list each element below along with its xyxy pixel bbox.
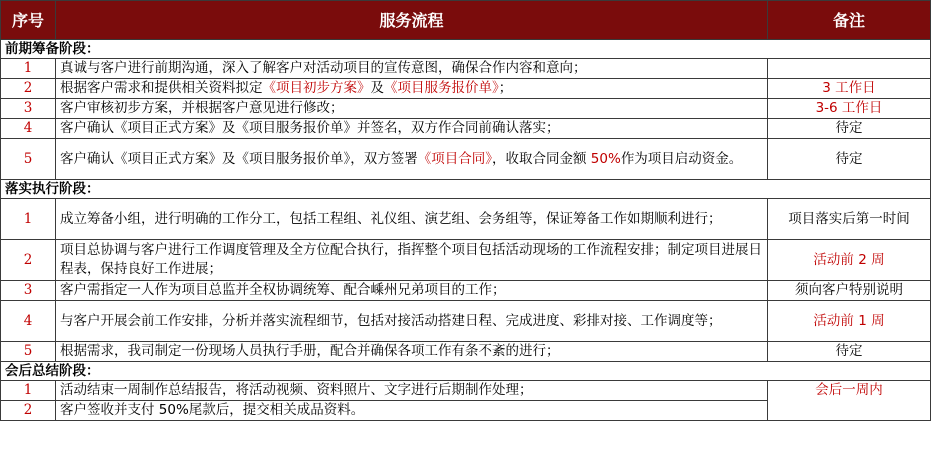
row-number: 1 bbox=[1, 59, 56, 79]
row-note-merged: 会后一周内 bbox=[768, 381, 931, 421]
row-number: 3 bbox=[1, 99, 56, 119]
row-process: 成立筹备小组，进行明确的工作分工，包括工程组、礼仪组、演艺组、会务组等，保证筹备工作如期顺利进行； bbox=[56, 199, 768, 240]
section-row-prep bbox=[1, 40, 931, 59]
row-note: 3 工作日 bbox=[768, 79, 931, 99]
header-note: 备注 bbox=[768, 1, 931, 40]
row-note: 项目落实后第一时间 bbox=[768, 199, 931, 240]
section-row-exec bbox=[1, 180, 931, 199]
section-title: 会后总结阶段： bbox=[1, 362, 768, 381]
row-note: 3-6 工作日 bbox=[768, 99, 931, 119]
row-note: 待定 bbox=[768, 139, 931, 180]
header-process: 服务流程 bbox=[56, 1, 768, 40]
row-process: 根据客户需求和提供相关资料拟定《项目初步方案》及《项目服务报价单》； bbox=[56, 79, 768, 99]
row-process: 项目总协调与客户进行工作调度管理及全方位配合执行，指挥整个项目包括活动现场的工作流程安排；制定项目进展日程表，保持良好工作进展； bbox=[56, 240, 768, 281]
row-process: 客户审核初步方案，并根据客户意见进行修改； bbox=[56, 99, 768, 119]
row-number: 1 bbox=[1, 381, 56, 401]
row-process: 客户需指定一人作为项目总监并全权协调统筹、配合嵊州兄弟项目的工作； bbox=[56, 281, 768, 301]
row-number: 2 bbox=[1, 79, 56, 99]
row-process: 活动结束一周制作总结报告，将活动视频、资料照片、文字进行后期制作处理； bbox=[56, 381, 768, 401]
table-row bbox=[1, 240, 931, 281]
row-note: 活动前 2 周 bbox=[768, 240, 931, 281]
row-note: 须向客户特别说明 bbox=[768, 281, 931, 301]
row-number: 5 bbox=[1, 342, 56, 362]
header-no: 序号 bbox=[1, 1, 56, 40]
row-number: 4 bbox=[1, 301, 56, 342]
row-number: 5 bbox=[1, 139, 56, 180]
row-process: 与客户开展会前工作安排，分析并落实流程细节，包括对接活动搭建日程、完成进度、彩排对接、工作调度等； bbox=[56, 301, 768, 342]
table-row bbox=[1, 99, 931, 119]
row-note: 待定 bbox=[768, 119, 931, 139]
table-row bbox=[1, 342, 931, 362]
row-number: 2 bbox=[1, 401, 56, 421]
table-row bbox=[1, 281, 931, 301]
table-row bbox=[1, 79, 931, 99]
table-row bbox=[1, 119, 931, 139]
table-row bbox=[1, 381, 931, 401]
row-number: 1 bbox=[1, 199, 56, 240]
row-note: 待定 bbox=[768, 342, 931, 362]
table-header-row bbox=[1, 1, 931, 40]
row-note: 活动前 1 周 bbox=[768, 301, 931, 342]
row-process: 客户确认《项目正式方案》及《项目服务报价单》，双方签署《项目合同》，收取合同金额 50%作为项目启动资金。 bbox=[56, 139, 768, 180]
section-row-summary bbox=[1, 362, 931, 381]
section-title: 落实执行阶段： bbox=[1, 180, 768, 199]
row-process: 客户签收并支付 50%尾款后，提交相关成品资料。 bbox=[56, 401, 768, 421]
row-process: 真诚与客户进行前期沟通，深入了解客户对活动项目的宣传意图，确保合作内容和意向； bbox=[56, 59, 768, 79]
table-row bbox=[1, 301, 931, 342]
table-row bbox=[1, 59, 931, 79]
row-process: 根据需求，我司制定一份现场人员执行手册，配合并确保各项工作有条不紊的进行； bbox=[56, 342, 768, 362]
row-number: 3 bbox=[1, 281, 56, 301]
row-process: 客户确认《项目正式方案》及《项目服务报价单》并签名，双方作合同前确认落实； bbox=[56, 119, 768, 139]
row-number: 4 bbox=[1, 119, 56, 139]
table-row bbox=[1, 199, 931, 240]
section-title: 前期筹备阶段： bbox=[1, 40, 768, 59]
row-note bbox=[768, 59, 931, 79]
row-number: 2 bbox=[1, 240, 56, 281]
table-row bbox=[1, 139, 931, 180]
